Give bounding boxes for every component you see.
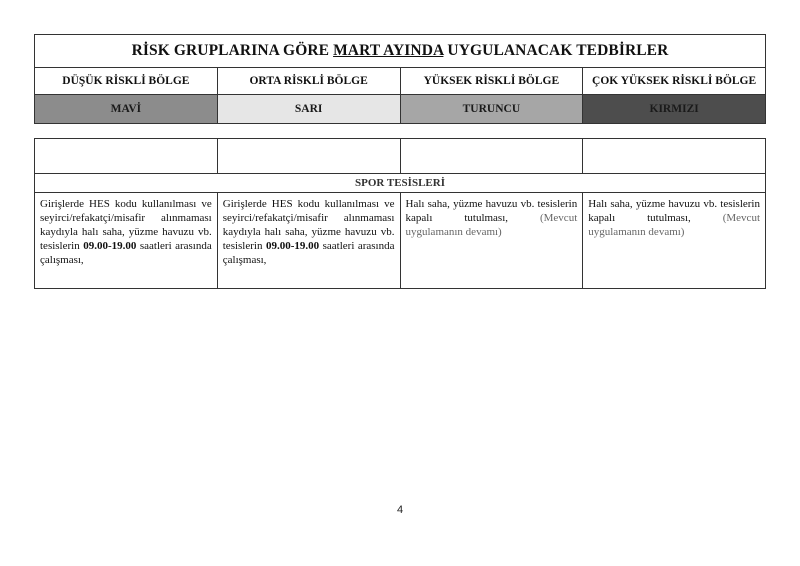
document-title	[35, 35, 766, 68]
empty-cell	[400, 139, 583, 174]
column-header-medium-risk: ORTA RİSKLİ BÖLGE	[217, 68, 400, 95]
color-band-red: KIRMIZI	[583, 95, 766, 124]
page-number: 4	[396, 504, 404, 516]
color-band-yellow: SARI	[217, 95, 400, 124]
column-header-low-risk: DÜŞÜK RİSKLİ BÖLGE	[35, 68, 218, 95]
section-title: SPOR TESİSLERİ	[35, 174, 766, 193]
measure-cell-high-risk: Halı saha, yüzme havuzu vb. tesislerin kapalı tutulması, (Mevcut uygulamanın devamı)	[400, 193, 583, 289]
color-band-blue: MAVİ	[35, 95, 218, 124]
column-header-high-risk: YÜKSEK RİSKLİ BÖLGE	[400, 68, 583, 95]
empty-cell	[217, 139, 400, 174]
measure-cell-very-high-risk: Halı saha, yüzme havuzu vb. tesislerin kapalı tutulması, (Mevcut uygulamanın devamı)	[583, 193, 766, 289]
title-text-end: UYGULANACAK TEDBİRLER	[443, 42, 669, 59]
risk-group-header-table	[34, 34, 766, 124]
title-underlined-month: MART AYINDA	[333, 42, 444, 59]
measure-cell-low-risk: Girişlerde HES kodu kullanılması ve seyirci/refakatçi/misafir alınmaması kaydıyla halı saha, yüzme havuzu vb. tesislerin 09.00-19.00 saatleri arasında çalışması,	[35, 193, 218, 289]
column-header-very-high-risk: ÇOK YÜKSEK RİSKLİ BÖLGE	[583, 68, 766, 95]
measure-cell-medium-risk: Girişlerde HES kodu kullanılması ve seyirci/refakatçi/misafir alınmaması kaydıyla halı saha, yüzme havuzu vb. tesislerin 09.00-19.00 saatleri arasında çalışması,	[217, 193, 400, 289]
sports-facilities-table	[34, 138, 766, 289]
empty-cell	[583, 139, 766, 174]
empty-cell	[35, 139, 218, 174]
title-text-start: RİSK GRUPLARINA GÖRE	[131, 42, 334, 59]
color-band-orange: TURUNCU	[400, 95, 583, 124]
